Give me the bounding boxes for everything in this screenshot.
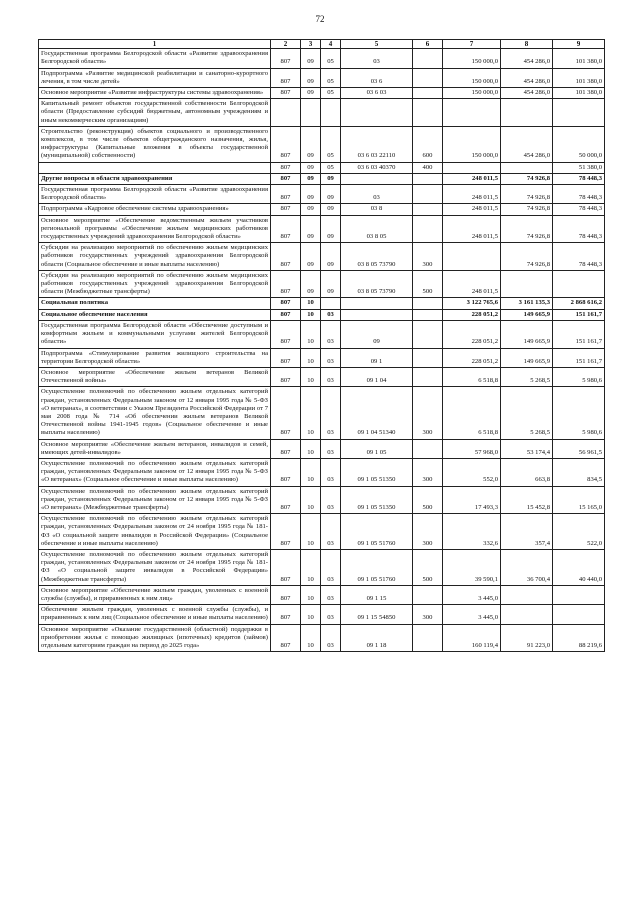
header-row — [39, 40, 605, 49]
column-header: 4 — [321, 40, 341, 49]
amount-col9-cell: 50 000,0 — [553, 126, 605, 162]
amount-col9-cell: 5 980,6 — [553, 367, 605, 386]
code-target-cell: 09 1 05 51350 — [341, 458, 413, 486]
row-name-cell: Основное мероприятие «Обеспечение жильем ветеранов, инвалидов и семей, имеющих детей-инвалидов» — [39, 439, 271, 458]
table-row — [39, 88, 605, 99]
column-header: 6 — [413, 40, 443, 49]
code-section-cell: 10 — [301, 298, 321, 309]
column-header: 5 — [341, 40, 413, 49]
code-target-cell: 03 — [341, 49, 413, 68]
row-name-cell: Социальное обеспечение населения — [39, 309, 271, 320]
amount-col9-cell: 2 868 616,2 — [553, 298, 605, 309]
code-expense-type-cell: 300 — [413, 458, 443, 486]
code-admin-cell: 807 — [271, 49, 301, 68]
code-admin-cell: 807 — [271, 458, 301, 486]
table-row — [39, 309, 605, 320]
code-section-cell: 09 — [301, 49, 321, 68]
code-expense-type-cell — [413, 99, 443, 127]
code-target-cell: 03 8 05 73790 — [341, 243, 413, 271]
code-expense-type-cell: 600 — [413, 126, 443, 162]
amount-col9-cell: 151 161,7 — [553, 348, 605, 367]
code-subsection-cell: 03 — [321, 309, 341, 320]
amount-col7-cell: 150 000,0 — [443, 49, 501, 68]
code-admin-cell: 807 — [271, 298, 301, 309]
table-row — [39, 173, 605, 184]
code-subsection-cell: 05 — [321, 88, 341, 99]
amount-col7-cell: 248 011,5 — [443, 204, 501, 215]
amount-col7-cell: 248 011,5 — [443, 270, 501, 298]
code-subsection-cell: 03 — [321, 514, 341, 550]
code-section-cell: 10 — [301, 320, 321, 348]
amount-col9-cell: 101 380,0 — [553, 88, 605, 99]
page-number: 72 — [315, 14, 325, 24]
code-admin-cell: 807 — [271, 387, 301, 439]
code-expense-type-cell — [413, 439, 443, 458]
amount-col8-cell: 454 286,0 — [501, 88, 553, 99]
amount-col8-cell: 36 700,4 — [501, 549, 553, 585]
row-name-cell: Основное мероприятие «Обеспечение ведомственным жильем участников региональной программы «Обеспечение жильем медицинских работников государственных учреждений здравоохранения Белгородской области» — [39, 215, 271, 243]
code-subsection-cell: 03 — [321, 486, 341, 514]
row-name-cell: Подпрограмма «Развитие медицинской реабилитации и санаторно-курортного лечения, в том числе детей» — [39, 68, 271, 87]
code-section-cell: 09 — [301, 162, 321, 173]
amount-col9-cell: 78 448,3 — [553, 204, 605, 215]
amount-col9-cell — [553, 270, 605, 298]
amount-col7-cell: 228 051,2 — [443, 309, 501, 320]
amount-col8-cell: 454 286,0 — [501, 126, 553, 162]
code-target-cell: 09 1 05 — [341, 439, 413, 458]
row-name-cell: Подпрограмма «Кадровое обеспечение системы здравоохранения» — [39, 204, 271, 215]
row-name-cell: Основное мероприятие «Обеспечение жильем граждан, уволенных с военной службы (службы), и приравненных к ним лиц» — [39, 585, 271, 604]
code-target-cell: 03 6 — [341, 68, 413, 87]
code-target-cell — [341, 173, 413, 184]
code-target-cell: 03 8 — [341, 204, 413, 215]
table-row — [39, 320, 605, 348]
amount-col8-cell — [501, 162, 553, 173]
amount-col7-cell: 17 493,3 — [443, 486, 501, 514]
amount-col9-cell: 40 440,0 — [553, 549, 605, 585]
amount-col9-cell: 15 165,0 — [553, 486, 605, 514]
code-admin-cell: 807 — [271, 367, 301, 386]
code-expense-type-cell: 300 — [413, 243, 443, 271]
code-section-cell: 10 — [301, 624, 321, 652]
table-row — [39, 185, 605, 204]
amount-col8-cell: 663,8 — [501, 458, 553, 486]
code-admin-cell: 807 — [271, 309, 301, 320]
amount-col8-cell: 149 665,9 — [501, 348, 553, 367]
table-row — [39, 605, 605, 624]
code-expense-type-cell — [413, 309, 443, 320]
code-admin-cell: 807 — [271, 624, 301, 652]
amount-col9-cell: 101 380,0 — [553, 68, 605, 87]
column-header: 2 — [271, 40, 301, 49]
amount-col8-cell: 3 161 135,3 — [501, 298, 553, 309]
amount-col9-cell: 78 448,3 — [553, 215, 605, 243]
amount-col7-cell: 39 590,1 — [443, 549, 501, 585]
table-row — [39, 162, 605, 173]
amount-col9-cell: 834,5 — [553, 458, 605, 486]
row-name-cell: Обеспечение жильем граждан, уволенных с военной службы (службы), и приравненных к ним лиц (Социальное обеспечение и иные выплаты населению) — [39, 605, 271, 624]
code-target-cell: 09 1 04 51340 — [341, 387, 413, 439]
code-subsection-cell: 09 — [321, 215, 341, 243]
row-name-cell: Основное мероприятие «Развитие инфраструктуры системы здравоохранения» — [39, 88, 271, 99]
code-subsection-cell: 03 — [321, 439, 341, 458]
amount-col7-cell: 552,0 — [443, 458, 501, 486]
table-row — [39, 126, 605, 162]
code-subsection-cell: 05 — [321, 162, 341, 173]
code-subsection-cell: 03 — [321, 549, 341, 585]
code-subsection-cell: 03 — [321, 367, 341, 386]
code-subsection-cell: 05 — [321, 68, 341, 87]
code-admin-cell: 807 — [271, 348, 301, 367]
code-admin-cell: 807 — [271, 68, 301, 87]
code-target-cell: 03 6 03 — [341, 88, 413, 99]
code-admin-cell: 807 — [271, 126, 301, 162]
code-admin-cell: 807 — [271, 185, 301, 204]
amount-col8-cell — [501, 99, 553, 127]
amount-col9-cell — [553, 605, 605, 624]
amount-col8-cell: 149 665,9 — [501, 320, 553, 348]
code-section-cell: 09 — [301, 215, 321, 243]
table-row — [39, 439, 605, 458]
code-expense-type-cell — [413, 320, 443, 348]
row-name-cell: Строительство (реконструкция) объектов социального и производственного комплексов, в том числе объектов общегражданского назначения, жилья, инфраструктуры (Капитальные вложения в объекты государственной (муниципальной) собственности) — [39, 126, 271, 162]
code-admin-cell: 807 — [271, 215, 301, 243]
code-admin-cell: 807 — [271, 270, 301, 298]
code-target-cell — [341, 309, 413, 320]
code-expense-type-cell: 500 — [413, 549, 443, 585]
amount-col8-cell: 91 223,0 — [501, 624, 553, 652]
code-subsection-cell: 05 — [321, 126, 341, 162]
code-admin-cell: 807 — [271, 204, 301, 215]
table-row — [39, 348, 605, 367]
amount-col7-cell: 150 000,0 — [443, 68, 501, 87]
table-row — [39, 68, 605, 87]
code-subsection-cell — [321, 99, 341, 127]
row-name-cell: Подпрограмма «Стимулирование развития жилищного строительства на территории Белгородской области» — [39, 348, 271, 367]
amount-col7-cell: 248 011,5 — [443, 173, 501, 184]
column-header: 3 — [301, 40, 321, 49]
code-section-cell: 10 — [301, 605, 321, 624]
amount-col8-cell: 454 286,0 — [501, 49, 553, 68]
amount-col7-cell: 150 000,0 — [443, 88, 501, 99]
code-target-cell: 09 1 15 — [341, 585, 413, 604]
amount-col7-cell: 228 051,2 — [443, 320, 501, 348]
budget-table — [38, 39, 605, 652]
code-subsection-cell: 09 — [321, 270, 341, 298]
code-admin-cell — [271, 99, 301, 127]
amount-col9-cell — [553, 99, 605, 127]
code-admin-cell: 807 — [271, 585, 301, 604]
amount-col7-cell: 3 122 765,6 — [443, 298, 501, 309]
row-name-cell: Основное мероприятие «Обеспечение жильем ветеранов Великой Отечественной войны» — [39, 367, 271, 386]
table-row — [39, 486, 605, 514]
amount-col9-cell: 78 448,3 — [553, 173, 605, 184]
amount-col8-cell: 454 286,0 — [501, 68, 553, 87]
code-section-cell: 10 — [301, 387, 321, 439]
column-header: 9 — [553, 40, 605, 49]
code-expense-type-cell — [413, 348, 443, 367]
code-target-cell — [341, 99, 413, 127]
code-target-cell — [341, 298, 413, 309]
code-subsection-cell: 03 — [321, 348, 341, 367]
code-subsection-cell: 03 — [321, 387, 341, 439]
code-target-cell: 09 1 18 — [341, 624, 413, 652]
row-name-cell: Другие вопросы в области здравоохранения — [39, 173, 271, 184]
table-row — [39, 243, 605, 271]
code-admin-cell: 807 — [271, 320, 301, 348]
code-section-cell: 09 — [301, 126, 321, 162]
amount-col7-cell: 3 445,0 — [443, 605, 501, 624]
amount-col7-cell: 150 000,0 — [443, 126, 501, 162]
code-expense-type-cell — [413, 173, 443, 184]
amount-col9-cell: 101 380,0 — [553, 49, 605, 68]
code-expense-type-cell — [413, 49, 443, 68]
code-target-cell: 03 6 03 40370 — [341, 162, 413, 173]
row-name-cell: Государственная программа Белгородской области «Обеспечение доступным и комфортным жильем и коммунальными услугами жителей Белгородской области» — [39, 320, 271, 348]
code-admin-cell: 807 — [271, 88, 301, 99]
table-body — [39, 49, 605, 652]
amount-col8-cell — [501, 270, 553, 298]
table-row — [39, 298, 605, 309]
code-admin-cell: 807 — [271, 173, 301, 184]
amount-col9-cell: 151 161,7 — [553, 320, 605, 348]
row-name-cell: Осуществление полномочий по обеспечению жильем отдельных категорий граждан, установленных Федеральным законом от 24 ноября 1995 года № 181-ФЗ «О социальной защите инвалидов в Российской Федерации» (Социальное обеспечение и иные выплаты населению) — [39, 514, 271, 550]
amount-col7-cell — [443, 99, 501, 127]
code-target-cell: 09 1 05 51760 — [341, 514, 413, 550]
code-target-cell: 03 — [341, 185, 413, 204]
amount-col8-cell: 74 926,8 — [501, 173, 553, 184]
amount-col8-cell: 5 268,5 — [501, 387, 553, 439]
amount-col7-cell: 160 119,4 — [443, 624, 501, 652]
row-name-cell: Осуществление полномочий по обеспечению жильем отдельных категорий граждан, установленных Федеральным законом от 12 января 1995 года № 5-ФЗ «О ветеранах» (Социальное обеспечение и иные выплаты населению) — [39, 458, 271, 486]
amount-col8-cell — [501, 585, 553, 604]
code-section-cell: 09 — [301, 185, 321, 204]
code-target-cell: 09 1 05 51760 — [341, 549, 413, 585]
table-row — [39, 624, 605, 652]
table-row — [39, 215, 605, 243]
table-row — [39, 458, 605, 486]
row-name-cell — [39, 162, 271, 173]
table-row — [39, 585, 605, 604]
code-target-cell: 09 1 05 51350 — [341, 486, 413, 514]
code-subsection-cell: 03 — [321, 320, 341, 348]
amount-col7-cell: 6 518,8 — [443, 387, 501, 439]
code-subsection-cell: 03 — [321, 458, 341, 486]
code-expense-type-cell — [413, 367, 443, 386]
code-expense-type-cell — [413, 88, 443, 99]
row-name-cell: Осуществление полномочий по обеспечению жильем отдельных категорий граждан, установленных Федеральным законом от 12 января 1995 года № 5-ФЗ «О ветеранах», в соответствии с Указом Президента Российской Федерации от 7 мая 2008 года № 714 «Об обеспечении жильем ветеранов Великой Отечественной войны 1941-1945 годов» (Социальное обеспечение и иные выплаты населению) — [39, 387, 271, 439]
amount-col9-cell: 78 448,3 — [553, 185, 605, 204]
amount-col9-cell: 88 219,6 — [553, 624, 605, 652]
code-admin-cell: 807 — [271, 162, 301, 173]
code-section-cell: 09 — [301, 173, 321, 184]
table-row — [39, 204, 605, 215]
code-target-cell: 09 1 15 54850 — [341, 605, 413, 624]
row-name-cell: Субсидии на реализацию мероприятий по обеспечению жильем медицинских работников государственных учреждений здравоохранения Белгородской области (Межбюджетные трансферты) — [39, 270, 271, 298]
code-expense-type-cell: 400 — [413, 162, 443, 173]
code-section-cell: 10 — [301, 549, 321, 585]
code-expense-type-cell — [413, 185, 443, 204]
amount-col9-cell: 151 161,7 — [553, 309, 605, 320]
code-admin-cell: 807 — [271, 549, 301, 585]
amount-col7-cell: 3 445,0 — [443, 585, 501, 604]
code-admin-cell: 807 — [271, 514, 301, 550]
amount-col9-cell: 51 380,0 — [553, 162, 605, 173]
code-subsection-cell: 09 — [321, 204, 341, 215]
code-subsection-cell: 09 — [321, 185, 341, 204]
code-target-cell: 09 1 04 — [341, 367, 413, 386]
code-admin-cell: 807 — [271, 486, 301, 514]
code-section-cell: 09 — [301, 270, 321, 298]
code-target-cell: 03 8 05 73790 — [341, 270, 413, 298]
row-name-cell: Основное мероприятие «Оказание государственной (областной) поддержки в приобретении жилья с помощью жилищных (ипотечных) кредитов (займов) отдельным категориям граждан на период до 2025 года» — [39, 624, 271, 652]
code-target-cell: 09 1 — [341, 348, 413, 367]
column-header: 1 — [39, 40, 271, 49]
amount-col7-cell: 6 518,8 — [443, 367, 501, 386]
column-header: 8 — [501, 40, 553, 49]
table-row — [39, 514, 605, 550]
amount-col8-cell: 74 926,8 — [501, 204, 553, 215]
code-expense-type-cell — [413, 585, 443, 604]
amount-col8-cell: 74 926,8 — [501, 215, 553, 243]
amount-col8-cell: 357,4 — [501, 514, 553, 550]
table-row — [39, 270, 605, 298]
amount-col7-cell: 228 051,2 — [443, 348, 501, 367]
table-row — [39, 99, 605, 127]
amount-col8-cell: 74 926,8 — [501, 243, 553, 271]
amount-col8-cell: 53 174,4 — [501, 439, 553, 458]
code-section-cell: 09 — [301, 68, 321, 87]
amount-col8-cell: 15 452,8 — [501, 486, 553, 514]
code-subsection-cell: 03 — [321, 624, 341, 652]
amount-col8-cell: 5 268,5 — [501, 367, 553, 386]
amount-col7-cell: 332,6 — [443, 514, 501, 550]
row-name-cell: Государственная программа Белгородской области «Развитие здравоохранения Белгородской области» — [39, 185, 271, 204]
code-section-cell: 10 — [301, 367, 321, 386]
row-name-cell: Капитальный ремонт объектов государственной собственности Белгородской области (Предоставление субсидий бюджетным, автономным учреждениям и иным некоммерческим организациям) — [39, 99, 271, 127]
code-section-cell: 10 — [301, 514, 321, 550]
row-name-cell: Осуществление полномочий по обеспечению жильем отдельных категорий граждан, установленных Федеральным законом от 12 января 1995 года № 5-ФЗ «О ветеранах» (Межбюджетные трансферты) — [39, 486, 271, 514]
code-section-cell: 09 — [301, 88, 321, 99]
code-admin-cell: 807 — [271, 605, 301, 624]
amount-col9-cell: 5 980,6 — [553, 387, 605, 439]
amount-col9-cell: 78 448,3 — [553, 243, 605, 271]
code-expense-type-cell: 300 — [413, 387, 443, 439]
row-name-cell: Социальная политика — [39, 298, 271, 309]
amount-col8-cell: 74 926,8 — [501, 185, 553, 204]
code-section-cell: 10 — [301, 486, 321, 514]
code-target-cell: 03 8 05 — [341, 215, 413, 243]
code-expense-type-cell: 300 — [413, 514, 443, 550]
row-name-cell: Государственная программа Белгородской области «Развитие здравоохранения Белгородской области» — [39, 49, 271, 68]
code-section-cell: 09 — [301, 204, 321, 215]
amount-col7-cell: 248 011,5 — [443, 215, 501, 243]
code-subsection-cell: 09 — [321, 243, 341, 271]
code-subsection-cell: 03 — [321, 585, 341, 604]
code-expense-type-cell — [413, 298, 443, 309]
amount-col7-cell — [443, 243, 501, 271]
code-subsection-cell: 05 — [321, 49, 341, 68]
code-admin-cell: 807 — [271, 439, 301, 458]
code-expense-type-cell — [413, 204, 443, 215]
code-subsection-cell — [321, 298, 341, 309]
code-subsection-cell: 09 — [321, 173, 341, 184]
amount-col9-cell: 522,0 — [553, 514, 605, 550]
code-expense-type-cell — [413, 68, 443, 87]
table-row — [39, 387, 605, 439]
amount-col9-cell: 56 961,5 — [553, 439, 605, 458]
code-section-cell: 10 — [301, 309, 321, 320]
amount-col8-cell: 149 665,9 — [501, 309, 553, 320]
column-header: 7 — [443, 40, 501, 49]
code-expense-type-cell: 300 — [413, 605, 443, 624]
code-section-cell: 10 — [301, 439, 321, 458]
code-section-cell: 10 — [301, 348, 321, 367]
amount-col9-cell — [553, 585, 605, 604]
code-admin-cell: 807 — [271, 243, 301, 271]
amount-col7-cell — [443, 162, 501, 173]
code-expense-type-cell: 500 — [413, 486, 443, 514]
code-expense-type-cell — [413, 624, 443, 652]
amount-col7-cell: 248 011,5 — [443, 185, 501, 204]
amount-col7-cell: 57 968,0 — [443, 439, 501, 458]
code-section-cell: 10 — [301, 585, 321, 604]
row-name-cell: Осуществление полномочий по обеспечению жильем отдельных категорий граждан, установленных Федеральным законом от 24 ноября 1995 года № 181-ФЗ «О социальной защите инвалидов в Российской Федерации» (Межбюджетные трансферты) — [39, 549, 271, 585]
row-name-cell: Субсидии на реализацию мероприятий по обеспечению жильем медицинских работников государственных учреждений здравоохранения Белгородской области (Социальное обеспечение и иные выплаты населению) — [39, 243, 271, 271]
code-expense-type-cell — [413, 215, 443, 243]
code-target-cell: 03 6 03 22110 — [341, 126, 413, 162]
code-expense-type-cell: 500 — [413, 270, 443, 298]
code-subsection-cell: 03 — [321, 605, 341, 624]
table-row — [39, 549, 605, 585]
code-section-cell: 09 — [301, 243, 321, 271]
amount-col8-cell — [501, 605, 553, 624]
code-target-cell: 09 — [341, 320, 413, 348]
code-section-cell: 10 — [301, 458, 321, 486]
code-section-cell — [301, 99, 321, 127]
table-row — [39, 367, 605, 386]
table-row — [39, 49, 605, 68]
